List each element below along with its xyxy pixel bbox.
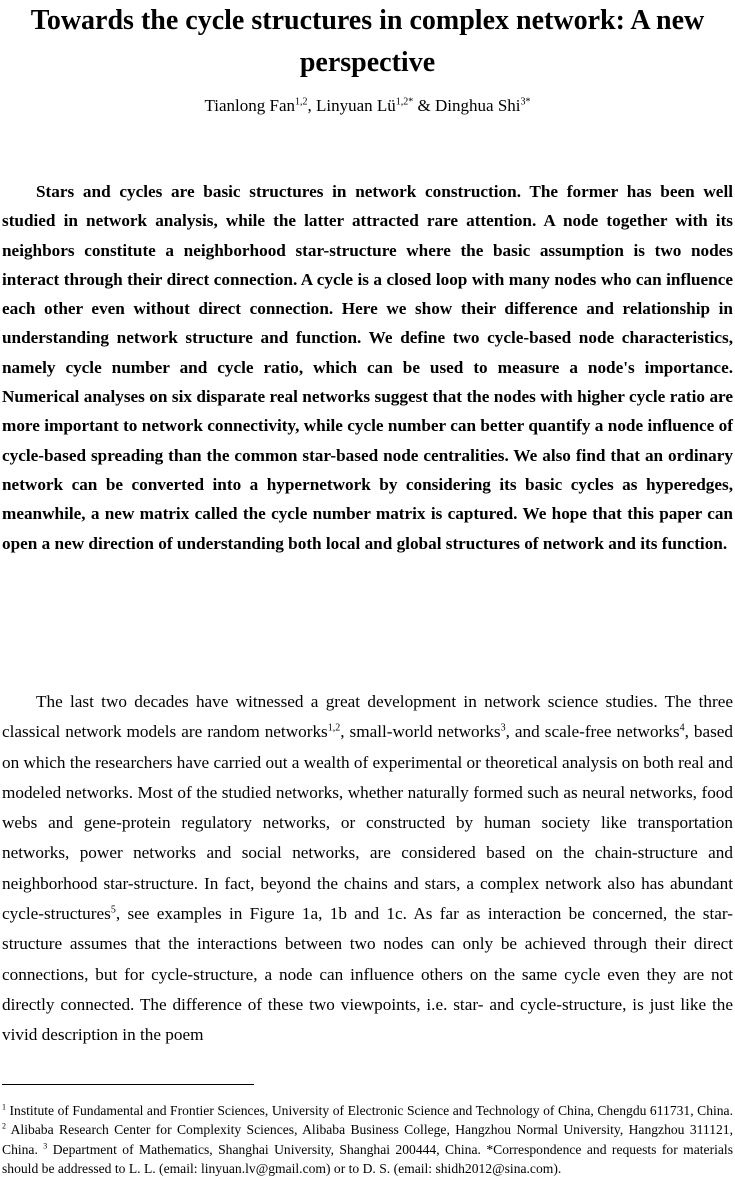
footnote-marker: 1	[2, 1102, 6, 1112]
author-affiliation: 3*	[520, 96, 531, 108]
author-separator: ,	[307, 96, 316, 115]
footnote-divider	[2, 1084, 254, 1085]
citation-ref: 1,2	[327, 722, 341, 734]
body-text-run: , see examples in Figure 1a, 1b and 1c. As far as interaction be concerned, the star-structure assumes that the interactions between two nodes can only be achieved through their direct connections, but for cycle-structure, a node can influence others on the same cycle even they are not directly connected. The difference of these two viewpoints, i.e. star- and cycle-structure, is just like the vivid description in the poem	[2, 904, 733, 1045]
author-separator: &	[413, 96, 436, 115]
author-name: Dinghua Shi	[435, 96, 521, 115]
body-text-run: , and scale-free networks	[505, 722, 680, 742]
author-line	[0, 95, 735, 117]
footnote-marker: 3	[43, 1141, 48, 1151]
citation-ref: 4	[679, 722, 685, 734]
author-name: Linyuan Lü	[316, 96, 396, 115]
citation-ref: 3	[500, 722, 506, 734]
body-paragraph	[2, 687, 733, 1051]
footnote-text: Institute of Fundamental and Frontier Sciences, University of Electronic Science and Technology of China, Chengdu 611731, China.	[6, 1103, 733, 1118]
footnote-text: Department of Mathematics, Shanghai University, Shanghai 200444, China. *Correspondence and requests for materials should be addressed to L. L. (email: linyuan.lv@gmail.com) or to D. S. (email: shidh2012@sina.com).	[2, 1141, 733, 1177]
citation-ref: 5	[110, 904, 116, 916]
body-text-run: , small-world networks	[340, 722, 501, 742]
footnote-text: Alibaba Research Center for Complexity Sciences, Alibaba Business College, Hangzhou Normal University, Hangzhou 311121, China.	[2, 1122, 733, 1157]
abstract: Stars and cycles are basic structures in network construction. The former has been well studied in network analysis, while the latter attracted rare attention. A node together with its neighbors constitute a neighborhood star-structure where the basic assumption is two nodes interact through their direct connection. A cycle is a closed loop with many nodes who can influence each other even without direct connection. Here we show their difference and relationship in understanding network structure and function. We define two cycle-based node characteristics, namely cycle number and cycle ratio, which can be used to measure a node's importance. Numerical analyses on six disparate real networks suggest that the nodes with higher cycle ratio are more important to network connectivity, while cycle number can better quantify a node influence of cycle-based spreading than the common star-based node centralities. We also find that an ordinary network can be converted into a hypernetwork by considering its basic cycles as hyperedges, meanwhile, a new matrix called the cycle number matrix is captured. We hope that this paper can open a new direction of understanding both local and global structures of network and its function.	[2, 182, 733, 553]
body-text-run: , based on which the researchers have carried out a wealth of experimental or theoretical analysis on both real and modeled networks. Most of the studied networks, whether naturally formed such as neural networks, food webs and gene-protein regulatory networks, or constructed by human society like transportation networks, power networks and social networks, are considered based on the chain-structure and neighborhood star-structure. In fact, beyond the chains and stars, a complex network also has abundant cycle-structures	[2, 722, 734, 924]
body-text-run: The last two decades have witnessed a great development in network science studies. The three classical network models are random networks	[2, 692, 733, 742]
affiliation-footnote	[2, 1101, 733, 1179]
paper-title: Towards the cycle structures in complex network: A new perspective	[30, 5, 705, 78]
author-affiliation: 1,2*	[395, 96, 414, 108]
author-name: Tianlong Fan	[204, 96, 295, 115]
footnote-marker: 2	[2, 1121, 6, 1131]
author-affiliation: 1,2	[295, 96, 308, 108]
